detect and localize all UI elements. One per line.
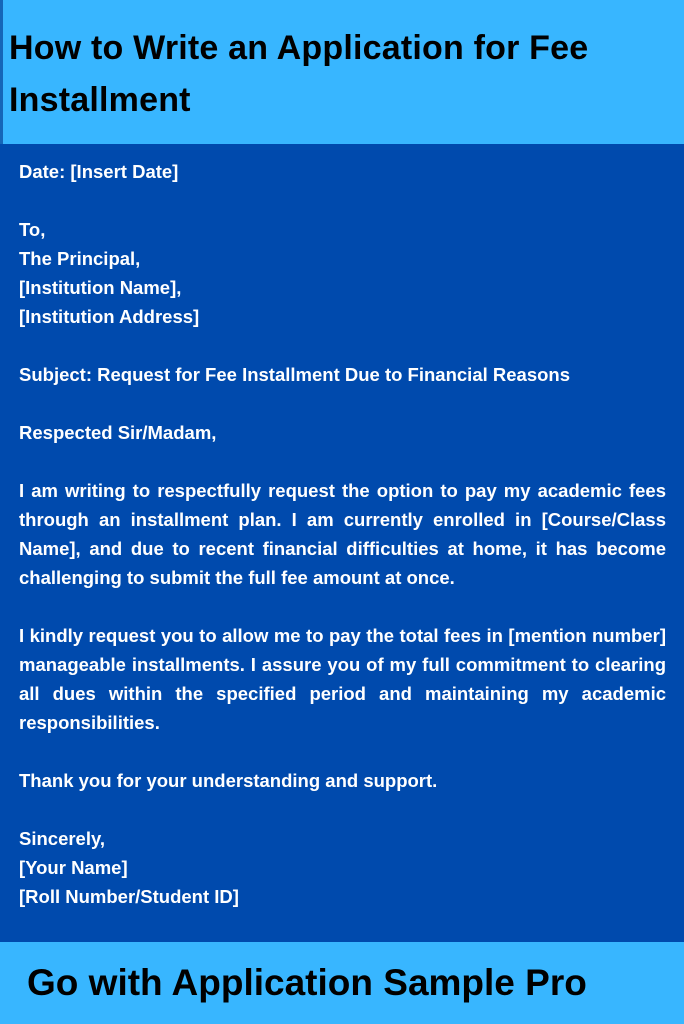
footer-banner — [0, 942, 684, 1024]
letter-body — [19, 157, 666, 911]
letter-institution-address: [Institution Address] — [19, 306, 200, 327]
letter-paragraph-1: I am writing to respectfully request the option to pay my academic fees through an installment plan. I am currently enrolled in [Course/Class Name], and due to recent financial difficulties at home, it has become challenging to submit the full fee amount at once. — [19, 480, 666, 588]
letter-subject: Subject: Request for Fee Installment Due to Financial Reasons — [19, 364, 570, 385]
letter-paragraph-2: I kindly request you to allow me to pay the total fees in [mention number] manageable installments. I assure you of my full commitment to clearing all dues within the specified period and maintaining my academic responsibilities. — [19, 625, 666, 733]
letter-closing: Sincerely, — [19, 828, 106, 849]
page-title: How to Write an Application for Fee Installment — [9, 29, 589, 119]
letter-to: To, — [19, 219, 46, 240]
letter-your-name: [Your Name] — [19, 857, 128, 878]
letter-date: Date: [Insert Date] — [19, 161, 179, 182]
letter-salutation: Respected Sir/Madam, — [19, 422, 217, 443]
header-banner — [0, 0, 684, 144]
letter-thanks: Thank you for your understanding and support. — [19, 770, 438, 791]
letter-recipient: The Principal, — [19, 248, 141, 269]
letter-roll-number: [Roll Number/Student ID] — [19, 886, 239, 907]
footer-brand: Go with Application Sample Pro — [27, 962, 587, 1003]
letter-institution-name: [Institution Name], — [19, 277, 182, 298]
